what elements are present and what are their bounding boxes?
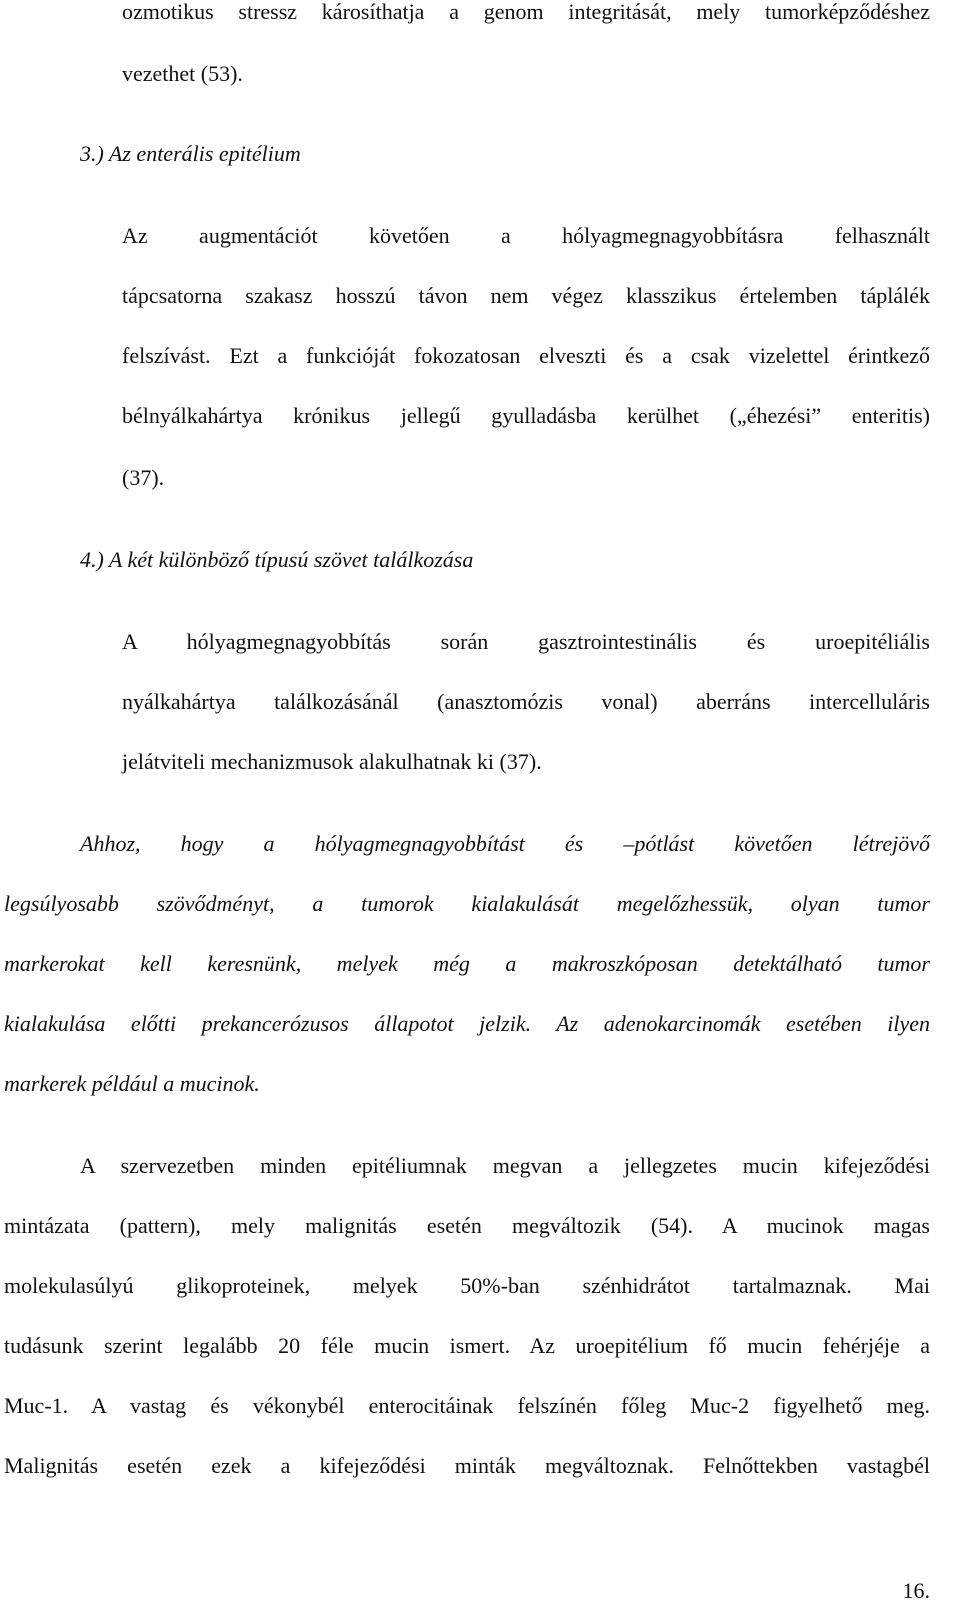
paragraph-line: A szervezetben minden epitéliumnak megvan a jellegzetes mucin kifejeződési	[80, 1153, 930, 1178]
italic-paragraph-line: markerokat kell keresnünk, melyek még a makroszkóposan detektálható tumor	[4, 951, 930, 976]
italic-paragraph-line: Ahhoz, hogy a hólyagmegnagyobbítást és –pótlást követően létrejövő	[80, 831, 930, 856]
paragraph-line: ozmotikus stressz károsíthatja a genom integritását, mely tumorképződéshez	[122, 0, 930, 24]
paragraph-line: bélnyálkahártya krónikus jellegű gyulladásba kerülhet („éhezési” enteritis)	[122, 403, 930, 428]
paragraph-line: jelátviteli mechanizmusok alakulhatnak ki (37).	[122, 749, 542, 774]
paragraph-line: felszívást. Ezt a funkcióját fokozatosan elveszti és a csak vizelettel érintkező	[122, 343, 930, 368]
paragraph-line: Malignitás esetén ezek a kifejeződési minták megváltoznak. Felnőttekben vastagbél	[4, 1453, 930, 1478]
paragraph-line: (37).	[122, 465, 165, 490]
paragraph-line: nyálkahártya találkozásánál (anasztomózis vonal) aberráns intercelluláris	[122, 689, 930, 714]
paragraph-line: A hólyagmegnagyobbítás során gasztrointestinális és uroepitéliális	[122, 629, 930, 654]
paragraph-line: tudásunk szerint legalább 20 féle mucin ismert. Az uroepitélium fő mucin fehérjéje a	[4, 1333, 930, 1358]
paragraph-line: Az augmentációt követően a hólyagmegnagyobbításra felhasznált	[122, 223, 930, 248]
italic-paragraph-line: kialakulása előtti prekancerózusos állapotot jelzik. Az adenokarcinomák esetében ilyen	[4, 1011, 930, 1036]
italic-paragraph-line: markerek például a mucinok.	[4, 1071, 260, 1096]
italic-paragraph-line: legsúlyosabb szövődményt, a tumorok kialakulását megelőzhessük, olyan tumor	[4, 891, 930, 916]
section-heading: 3.) Az enterális epitélium	[80, 141, 301, 166]
section-heading: 4.) A két különböző típusú szövet találkozása	[80, 547, 474, 572]
paragraph-line: Muc-1. A vastag és vékonybél enterocitáinak felszínén főleg Muc-2 figyelhető meg.	[4, 1393, 930, 1418]
paragraph-line: tápcsatorna szakasz hosszú távon nem végez klasszikus értelemben táplálék	[122, 283, 930, 308]
page-number: 16.	[902, 1578, 930, 1603]
paragraph-line: molekulasúlyú glikoproteinek, melyek 50%-ban szénhidrátot tartalmaznak. Mai	[4, 1273, 930, 1298]
paragraph-line: mintázata (pattern), mely malignitás esetén megváltozik (54). A mucinok magas	[4, 1213, 930, 1238]
paragraph-line: vezethet (53).	[122, 61, 243, 86]
